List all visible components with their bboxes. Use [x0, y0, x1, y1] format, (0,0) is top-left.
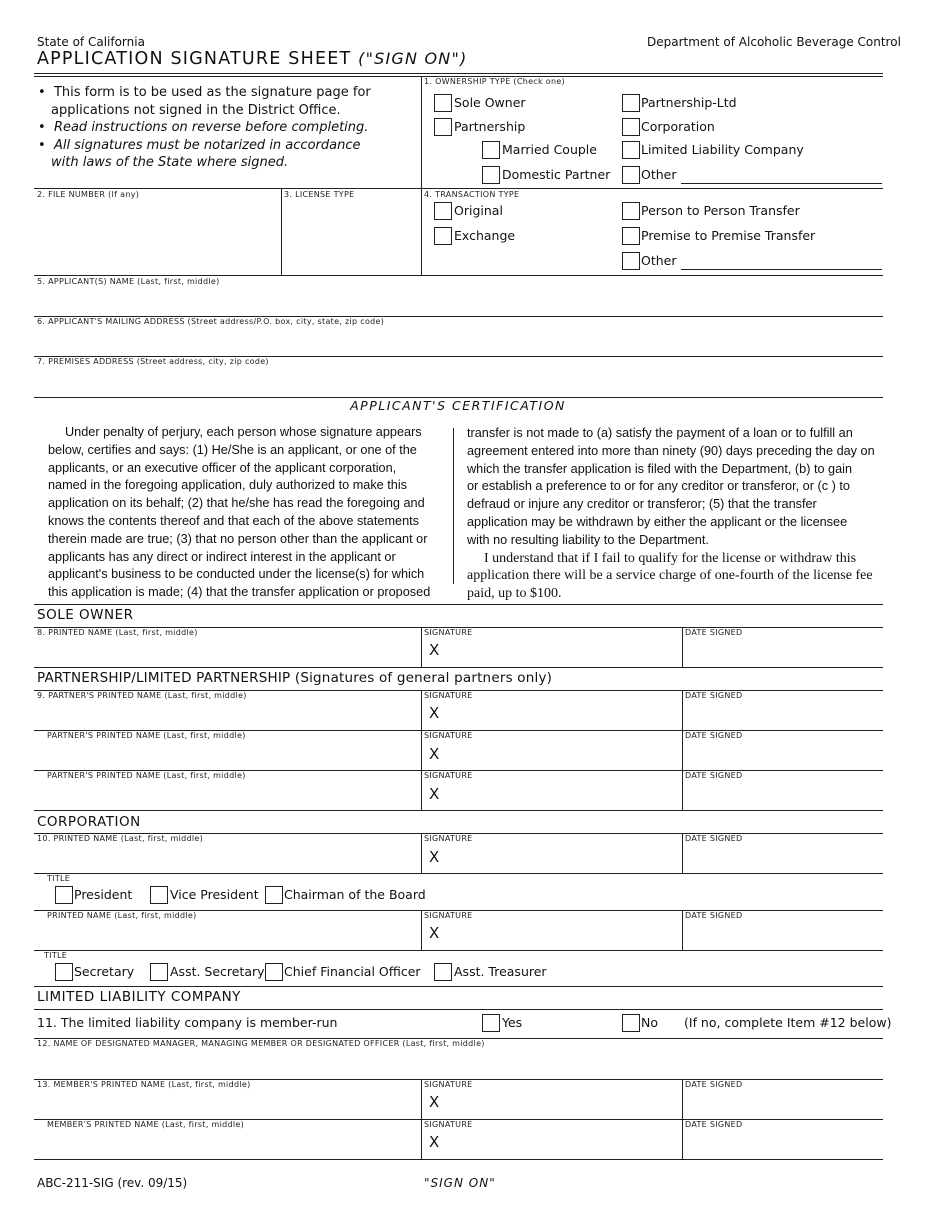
sign-here-mark: X: [429, 1133, 440, 1151]
married-couple-checkbox[interactable]: [482, 141, 500, 159]
ownership-other-checkbox[interactable]: [622, 166, 640, 184]
partnership-checkbox[interactable]: [434, 118, 452, 136]
married-couple-label: Married Couple: [502, 142, 597, 157]
instructions-block: [38, 84, 371, 172]
corporation-checkbox[interactable]: [622, 118, 640, 136]
member-run-yes-label: Yes: [502, 1015, 523, 1030]
premises-address-label: 7. PREMISES ADDRESS (Street address, city, zip code): [37, 357, 269, 366]
ownership-divider: [421, 76, 422, 275]
sole-owner-checkbox[interactable]: [434, 94, 452, 112]
row-rule: [34, 604, 883, 605]
date-signed-label: DATE SIGNED: [685, 834, 743, 843]
member-run-no-checkbox[interactable]: [622, 1014, 640, 1032]
partnership-heading: PARTNERSHIP/LIMITED PARTNERSHIP (Signatures of general partners only): [37, 670, 553, 686]
corporation-label: Corporation: [641, 119, 715, 134]
cert-line: or establish a preference to or for any creditor or transferor, or (c ) to: [467, 479, 850, 494]
printed-name-label: PRINTED NAME (Last, first, middle): [47, 911, 197, 920]
date-signed-label: DATE SIGNED: [685, 771, 743, 780]
asst-treasurer-label: Asst. Treasurer: [454, 964, 547, 979]
cert-line: named in the foregoing application, duly authorized to make this: [48, 478, 407, 493]
col-divider: [682, 833, 683, 873]
chairman-label: Chairman of the Board: [284, 887, 426, 902]
partner-name-label: PARTNER'S PRINTED NAME (Last, first, middle): [47, 771, 246, 780]
date-signed-label: DATE SIGNED: [685, 911, 743, 920]
row-rule: [34, 188, 883, 189]
signature-label: SIGNATURE: [424, 628, 473, 637]
sole-owner-heading: SOLE OWNER: [37, 607, 134, 623]
date-signed-label: DATE SIGNED: [685, 1080, 743, 1089]
row-rule: [34, 873, 883, 874]
cert-line: Under penalty of perjury, each person whose signature appears: [65, 425, 422, 439]
date-signed-label: DATE SIGNED: [685, 691, 743, 700]
cert-line: applicant's business to be conducted under the license(s) for which: [48, 567, 425, 582]
signature-label: SIGNATURE: [424, 731, 473, 740]
member-run-question: 11. The limited liability company is member-run: [37, 1015, 338, 1030]
certification-right: [467, 425, 875, 603]
exchange-label: Exchange: [454, 228, 516, 243]
form-id: ABC-211-SIG (rev. 09/15): [37, 1176, 188, 1190]
signature-label: SIGNATURE: [424, 771, 473, 780]
transaction-type-label: 4. TRANSACTION TYPE: [424, 190, 520, 199]
col-divider: [421, 627, 422, 667]
certification-heading: APPLICANT'S CERTIFICATION: [350, 398, 566, 413]
signature-label: SIGNATURE: [424, 834, 473, 843]
col-divider: [281, 188, 282, 275]
vice-president-label: Vice President: [170, 887, 259, 902]
instruction-line: [38, 102, 371, 120]
vice-president-checkbox[interactable]: [150, 886, 168, 904]
original-checkbox[interactable]: [434, 202, 452, 220]
member-name-label: MEMBER'S PRINTED NAME (Last, first, middle): [47, 1120, 245, 1129]
cert-line: which the transfer application is filed with the Department, (b) to gain: [467, 461, 853, 476]
applicants-name-label: 5. APPLICANT(S) NAME (Last, first, middle): [37, 277, 220, 286]
row-rule: [34, 1159, 883, 1160]
transaction-other-checkbox[interactable]: [622, 252, 640, 270]
instruction-line: • This form is to be used as the signature page for: [38, 85, 371, 100]
col-divider: [421, 833, 422, 873]
premise-transfer-label: Premise to Premise Transfer: [641, 228, 816, 243]
ownership-type-label: 1. OWNERSHIP TYPE (Check one): [424, 77, 565, 86]
col-divider: [682, 627, 683, 667]
partner-name-label: 9. PARTNER'S PRINTED NAME (Last, first, middle): [37, 691, 247, 700]
cfo-checkbox[interactable]: [265, 963, 283, 981]
member-run-yes-checkbox[interactable]: [482, 1014, 500, 1032]
designated-manager-label: 12. NAME OF DESIGNATED MANAGER, MANAGING MEMBER OR DESIGNATED OFFICER (Last, first, middle): [37, 1039, 485, 1048]
col-divider: [421, 910, 422, 950]
president-checkbox[interactable]: [55, 886, 73, 904]
cert-line: application on its behalf; (2) that he/she has read the foregoing and: [48, 496, 425, 511]
signature-label: SIGNATURE: [424, 911, 473, 920]
original-label: Original: [454, 203, 503, 218]
col-divider: [421, 690, 422, 810]
title-text: APPLICATION SIGNATURE SHEET: [37, 49, 352, 69]
row-rule: [34, 1009, 883, 1010]
cert-line: application may be withdrawn by either the applicant or the licensee: [467, 514, 848, 529]
instruction-line: • Read instructions on reverse before completing.: [38, 120, 369, 136]
sign-here-mark: X: [429, 641, 440, 659]
signature-label: SIGNATURE: [424, 691, 473, 700]
llc-heading: LIMITED LIABILITY COMPANY: [37, 989, 241, 1005]
title-subtitle: ("SIGN ON"): [358, 49, 468, 68]
cert-line: application there will be a service charge of one-fourth of the license fee: [467, 568, 873, 584]
transaction-other-label: Other: [641, 253, 677, 268]
instruction-line: [38, 154, 371, 172]
signature-label: SIGNATURE: [424, 1120, 473, 1129]
ownership-other-input[interactable]: [681, 183, 882, 184]
header-rule-top: [34, 73, 883, 74]
exchange-checkbox[interactable]: [434, 227, 452, 245]
cert-line: with no resulting liability to the Department.: [467, 532, 709, 547]
file-number-label: 2. FILE NUMBER (If any): [37, 190, 140, 199]
bullet-5: with laws of the State where signed.: [51, 155, 289, 171]
signature-label: SIGNATURE: [424, 1080, 473, 1089]
row-rule: [34, 275, 883, 276]
bullet-1: This form is to be used as the signature page for: [53, 85, 371, 100]
page-title: [37, 49, 467, 69]
domestic-partner-label: Domestic Partner: [502, 167, 611, 182]
title-label: TITLE: [47, 874, 71, 883]
asst-secretary-checkbox[interactable]: [150, 963, 168, 981]
transaction-other-input[interactable]: [681, 269, 882, 270]
col-divider: [682, 910, 683, 950]
bullet-4: All signatures must be notarized in accordance: [53, 137, 361, 153]
p2p-transfer-label: Person to Person Transfer: [641, 203, 800, 218]
bullet-3: Read instructions on reverse before completing.: [53, 120, 369, 136]
sign-here-mark: X: [429, 785, 440, 803]
sole-owner-label: Sole Owner: [454, 95, 526, 110]
partner-name-label: PARTNER'S PRINTED NAME (Last, first, middle): [47, 731, 246, 740]
sign-here-mark: X: [429, 924, 440, 942]
cert-line: I understand that if I fail to qualify for the license or withdraw this: [484, 550, 857, 566]
cert-line: paid, up to $100.: [467, 586, 562, 602]
ownership-other-label: Other: [641, 167, 677, 182]
cert-line: applicants, or an executive officer of the applicant corporation,: [48, 460, 397, 475]
premise-transfer-checkbox[interactable]: [622, 227, 640, 245]
footer-sign-on: "SIGN ON": [424, 1176, 496, 1190]
secretary-checkbox[interactable]: [55, 963, 73, 981]
sole-owner-name-label: 8. PRINTED NAME (Last, first, middle): [37, 628, 198, 637]
cert-line: defraud or injure any creditor or transferor; (5) that the transfer: [467, 497, 817, 512]
title-label: TITLE: [44, 951, 68, 960]
cfo-label: Chief Financial Officer: [284, 964, 421, 979]
cert-line: applicants has any direct or indirect interest in the applicant or: [48, 549, 396, 564]
member-run-note: (If no, complete Item #12 below): [684, 1015, 892, 1030]
bullet-2: applications not signed in the District Office.: [51, 102, 341, 118]
cert-line: below, certifies and says: (1) He/She is an applicant, or one of the: [48, 442, 417, 457]
partnership-label: Partnership: [454, 119, 526, 134]
asst-treasurer-checkbox[interactable]: [434, 963, 452, 981]
date-signed-label: DATE SIGNED: [685, 731, 743, 740]
corp-name-label: 10. PRINTED NAME (Last, first, middle): [37, 834, 204, 843]
cert-line: transfer is not made to (a) satisfy the payment of a loan or to fulfill an: [467, 426, 853, 440]
col-divider: [682, 690, 683, 810]
department-label: Department of Alcoholic Beverage Control: [647, 35, 901, 49]
member-name-label: 13. MEMBER'S PRINTED NAME (Last, first, middle): [37, 1080, 251, 1089]
license-type-label: 3. LICENSE TYPE: [284, 190, 355, 199]
corporation-heading: CORPORATION: [37, 814, 141, 830]
row-rule: [34, 950, 883, 951]
certification-left: [48, 424, 430, 602]
instruction-line: • All signatures must be notarized in accordance: [38, 137, 361, 153]
sign-here-mark: X: [429, 848, 440, 866]
row-rule: [34, 667, 883, 668]
date-signed-label: DATE SIGNED: [685, 1120, 743, 1129]
asst-secretary-label: Asst. Secretary: [170, 964, 265, 979]
llc-label: Limited Liability Company: [641, 142, 804, 157]
date-signed-label: DATE SIGNED: [685, 628, 743, 637]
member-run-no-label: No: [641, 1015, 658, 1030]
partnership-ltd-label: Partnership-Ltd: [641, 95, 737, 110]
partnership-ltd-checkbox[interactable]: [622, 94, 640, 112]
row-rule: [34, 810, 883, 811]
president-label: President: [74, 887, 133, 902]
cert-line: therein made are true; (3) that no person other than the applicant or: [48, 531, 428, 546]
secretary-label: Secretary: [74, 964, 135, 979]
chairman-checkbox[interactable]: [265, 886, 283, 904]
sign-here-mark: X: [429, 704, 440, 722]
mailing-address-label: 6. APPLICANT'S MAILING ADDRESS (Street address/P.O. box, city, state, zip code): [37, 317, 385, 326]
cert-line: knows the contents thereof and that each of the above statements: [48, 513, 419, 528]
sign-here-mark: X: [429, 745, 440, 763]
state-label: State of California: [37, 35, 145, 49]
llc-checkbox[interactable]: [622, 141, 640, 159]
p2p-transfer-checkbox[interactable]: [622, 202, 640, 220]
domestic-partner-checkbox[interactable]: [482, 166, 500, 184]
row-rule: [34, 986, 883, 987]
cert-line: this application is made; (4) that the transfer application or proposed: [48, 585, 431, 600]
sign-here-mark: X: [429, 1093, 440, 1111]
certification-divider: [453, 428, 454, 584]
cert-line: agreement entered into more than ninety (90) days preceding the day on: [467, 443, 875, 458]
